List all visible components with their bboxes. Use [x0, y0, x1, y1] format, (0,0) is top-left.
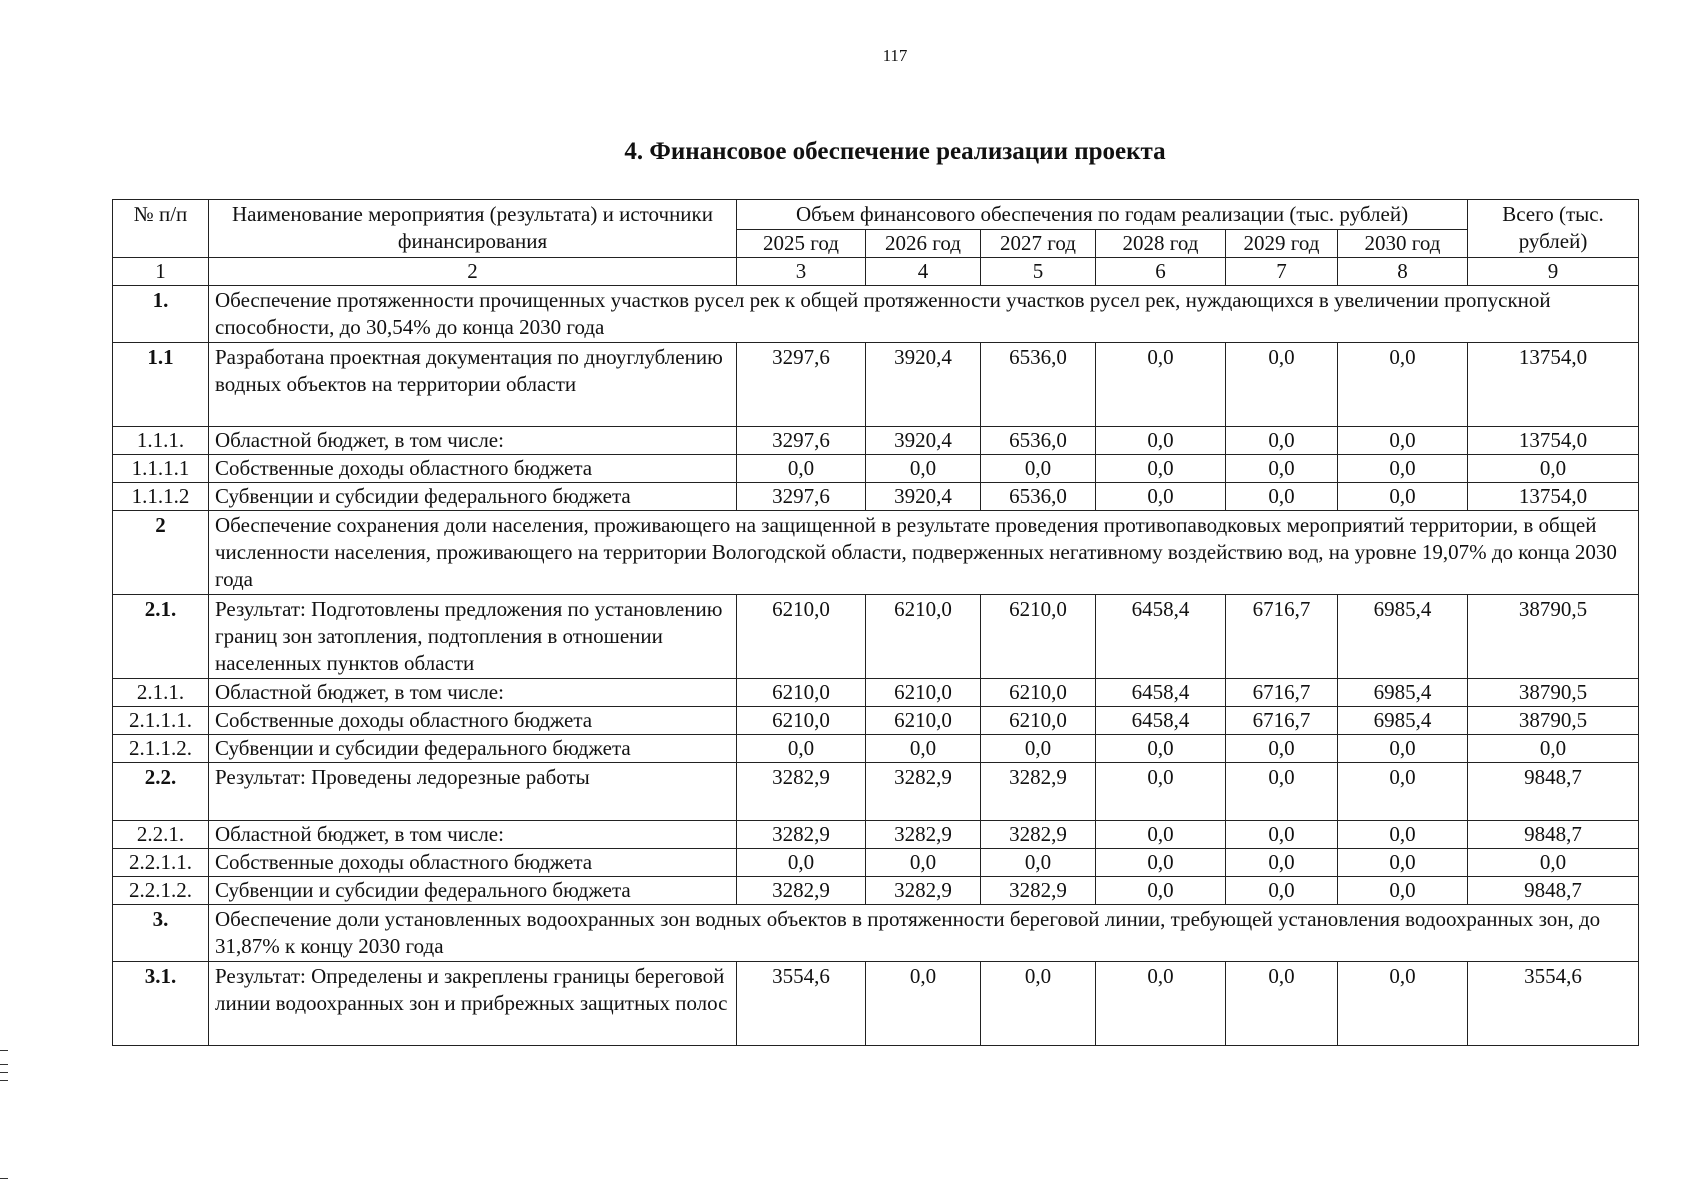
column-number: 2: [209, 258, 737, 286]
row-total: 9848,7: [1468, 763, 1639, 821]
row-value: 6458,4: [1096, 595, 1226, 679]
row-total: 9848,7: [1468, 821, 1639, 849]
row-value: 0,0: [1226, 763, 1338, 821]
row-value: 3554,6: [737, 962, 866, 1046]
row-value: 0,0: [1338, 735, 1468, 763]
row-value: 3282,9: [866, 763, 981, 821]
row-value: 6210,0: [981, 707, 1096, 735]
row-value: 6716,7: [1226, 679, 1338, 707]
column-number: 7: [1226, 258, 1338, 286]
row-name: Областной бюджет, в том числе:: [209, 427, 737, 455]
row-value: 6985,4: [1338, 595, 1468, 679]
row-value: 6210,0: [981, 679, 1096, 707]
table-row: [113, 707, 1639, 735]
row-value: 6985,4: [1338, 679, 1468, 707]
row-value: 6210,0: [866, 595, 981, 679]
row-name: Результат: Подготовлены предложения по установлению границ зон затопления, подтопления в отношении населенных пунктов области: [209, 595, 737, 679]
header-row: [113, 200, 1639, 230]
column-number: 1: [113, 258, 209, 286]
header-year: 2030 год: [1338, 230, 1468, 258]
row-num: 2.2.1.1.: [113, 849, 209, 877]
row-value: 6210,0: [737, 707, 866, 735]
row-value: 0,0: [866, 849, 981, 877]
header-num: № п/п: [113, 200, 209, 258]
row-value: 6536,0: [981, 343, 1096, 427]
section-row: [113, 511, 1639, 595]
header-total: Всего (тыс. рублей): [1468, 200, 1639, 258]
row-value: 3920,4: [866, 427, 981, 455]
row-value: 0,0: [1338, 763, 1468, 821]
row-value: 3297,6: [737, 427, 866, 455]
row-total: 0,0: [1468, 735, 1639, 763]
row-value: 0,0: [981, 455, 1096, 483]
row-value: 0,0: [1338, 343, 1468, 427]
row-value: 6458,4: [1096, 679, 1226, 707]
table-row: [113, 343, 1639, 427]
table-row: [113, 483, 1639, 511]
table-row: [113, 849, 1639, 877]
row-value: 6210,0: [981, 595, 1096, 679]
row-value: 0,0: [1096, 483, 1226, 511]
row-value: 0,0: [1338, 483, 1468, 511]
row-num: 1.1.1.2: [113, 483, 209, 511]
column-number: 6: [1096, 258, 1226, 286]
row-value: 0,0: [1096, 821, 1226, 849]
margin-mark: [0, 1080, 8, 1081]
row-value: 0,0: [981, 735, 1096, 763]
row-total: 13754,0: [1468, 427, 1639, 455]
row-value: 0,0: [1338, 962, 1468, 1046]
row-value: 0,0: [1096, 849, 1226, 877]
row-num: 2.2.1.2.: [113, 877, 209, 905]
row-value: 6536,0: [981, 483, 1096, 511]
row-total: 9848,7: [1468, 877, 1639, 905]
table-row: [113, 679, 1639, 707]
row-value: 3282,9: [866, 821, 981, 849]
row-value: 3282,9: [737, 877, 866, 905]
row-name: Результат: Определены и закреплены границы береговой линии водоохранных зон и прибрежных защитных полос: [209, 962, 737, 1046]
row-total: 0,0: [1468, 455, 1639, 483]
row-total: 38790,5: [1468, 679, 1639, 707]
row-value: 3282,9: [866, 877, 981, 905]
table-row: [113, 962, 1639, 1046]
row-value: 0,0: [1338, 427, 1468, 455]
row-value: 3282,9: [981, 877, 1096, 905]
table-row: [113, 735, 1639, 763]
row-name: Областной бюджет, в том числе:: [209, 821, 737, 849]
column-numbers-row: [113, 258, 1639, 286]
header-year: 2027 год: [981, 230, 1096, 258]
section-row: [113, 286, 1639, 343]
row-value: 3282,9: [981, 821, 1096, 849]
section-num: 2: [113, 511, 209, 595]
margin-mark: [0, 1178, 8, 1179]
row-value: 6210,0: [866, 707, 981, 735]
margin-mark: [0, 1064, 8, 1065]
row-value: 0,0: [1338, 821, 1468, 849]
row-value: 0,0: [1226, 343, 1338, 427]
row-value: 6536,0: [981, 427, 1096, 455]
section-text: Обеспечение протяженности прочищенных участков русел рек к общей протяженности участков русел рек, нуждающихся в увеличении пропускной способности, до 30,54% до конца 2030 года: [209, 286, 1639, 343]
row-value: 0,0: [981, 849, 1096, 877]
margin-mark: [0, 1072, 8, 1073]
column-number: 3: [737, 258, 866, 286]
row-num: 2.1.: [113, 595, 209, 679]
row-num: 1.1.1.: [113, 427, 209, 455]
row-num: 2.1.1.: [113, 679, 209, 707]
header-year: 2026 год: [866, 230, 981, 258]
row-name: Собственные доходы областного бюджета: [209, 707, 737, 735]
row-num: 2.2.1.: [113, 821, 209, 849]
row-value: 0,0: [1338, 849, 1468, 877]
row-value: 0,0: [1338, 455, 1468, 483]
document-title: 4. Финансовое обеспечение реализации проекта: [624, 138, 1166, 165]
row-name: Субвенции и субсидии федерального бюджета: [209, 735, 737, 763]
row-name: Собственные доходы областного бюджета: [209, 455, 737, 483]
row-num: 2.2.: [113, 763, 209, 821]
row-value: 6716,7: [1226, 595, 1338, 679]
header-volume: Объем финансового обеспечения по годам реализации (тыс. рублей): [737, 200, 1468, 230]
row-value: 0,0: [1226, 821, 1338, 849]
row-name: Областной бюджет, в том числе:: [209, 679, 737, 707]
row-num: 1.1: [113, 343, 209, 427]
financing-table: [112, 199, 1639, 1046]
row-value: 0,0: [1226, 483, 1338, 511]
row-value: 6716,7: [1226, 707, 1338, 735]
row-value: 0,0: [737, 455, 866, 483]
row-value: 3282,9: [737, 763, 866, 821]
row-value: 0,0: [1226, 962, 1338, 1046]
row-value: 3297,6: [737, 343, 866, 427]
row-num: 1.1.1.1: [113, 455, 209, 483]
section-text: Обеспечение сохранения доли населения, проживающего на защищенной в результате проведения противопаводковых мероприятий территории, в общей численности населения, проживающего на территории Вологодской области, подверженных негативному воздействию вод, на уровне 19,07% до конца 2030 года: [209, 511, 1639, 595]
table-row: [113, 595, 1639, 679]
row-total: 38790,5: [1468, 707, 1639, 735]
row-total: 13754,0: [1468, 483, 1639, 511]
row-value: 0,0: [1226, 877, 1338, 905]
row-name: Результат: Проведены ледорезные работы: [209, 763, 737, 821]
column-number: 8: [1338, 258, 1468, 286]
row-value: 0,0: [1096, 962, 1226, 1046]
header-year: 2029 год: [1226, 230, 1338, 258]
column-number: 9: [1468, 258, 1639, 286]
table-row: [113, 427, 1639, 455]
row-num: 3.1.: [113, 962, 209, 1046]
row-value: 0,0: [981, 962, 1096, 1046]
row-total: 3554,6: [1468, 962, 1639, 1046]
table-row: [113, 877, 1639, 905]
row-value: 0,0: [1226, 455, 1338, 483]
row-value: 6210,0: [737, 595, 866, 679]
row-value: 6458,4: [1096, 707, 1226, 735]
row-num: 2.1.1.1.: [113, 707, 209, 735]
row-value: 0,0: [1096, 427, 1226, 455]
row-name: Собственные доходы областного бюджета: [209, 849, 737, 877]
row-value: 0,0: [866, 962, 981, 1046]
row-num: 2.1.1.2.: [113, 735, 209, 763]
row-name: Разработана проектная документация по дноуглублению водных объектов на территории области: [209, 343, 737, 427]
row-value: 3297,6: [737, 483, 866, 511]
table-row: [113, 455, 1639, 483]
section-row: [113, 905, 1639, 962]
row-value: 0,0: [1226, 735, 1338, 763]
row-total: 38790,5: [1468, 595, 1639, 679]
row-value: 3282,9: [981, 763, 1096, 821]
section-num: 3.: [113, 905, 209, 962]
row-value: 3920,4: [866, 483, 981, 511]
row-value: 0,0: [1096, 343, 1226, 427]
row-value: 0,0: [866, 455, 981, 483]
row-value: 6210,0: [737, 679, 866, 707]
header-year: 2025 год: [737, 230, 866, 258]
header-year: 2028 год: [1096, 230, 1226, 258]
row-value: 3282,9: [737, 821, 866, 849]
section-text: Обеспечение доли установленных водоохранных зон водных объектов в протяженности береговой линии, требующей установления водоохранных зон, до 31,87% к концу 2030 года: [209, 905, 1639, 962]
table-row: [113, 763, 1639, 821]
table-row: [113, 821, 1639, 849]
row-value: 0,0: [737, 735, 866, 763]
row-value: 6210,0: [866, 679, 981, 707]
row-value: 0,0: [1226, 427, 1338, 455]
row-value: 0,0: [866, 735, 981, 763]
row-value: 3920,4: [866, 343, 981, 427]
row-value: 0,0: [1096, 763, 1226, 821]
margin-mark: [0, 1050, 8, 1051]
row-name: Субвенции и субсидии федерального бюджета: [209, 483, 737, 511]
row-total: 0,0: [1468, 849, 1639, 877]
section-num: 1.: [113, 286, 209, 343]
row-value: 0,0: [737, 849, 866, 877]
row-value: 6985,4: [1338, 707, 1468, 735]
column-number: 4: [866, 258, 981, 286]
row-value: 0,0: [1096, 877, 1226, 905]
row-value: 0,0: [1096, 735, 1226, 763]
row-total: 13754,0: [1468, 343, 1639, 427]
row-name: Субвенции и субсидии федерального бюджета: [209, 877, 737, 905]
row-value: 0,0: [1096, 455, 1226, 483]
row-value: 0,0: [1338, 877, 1468, 905]
page-number: 117: [882, 46, 908, 65]
row-value: 0,0: [1226, 849, 1338, 877]
header-name: Наименование мероприятия (результата) и источники финансирования: [209, 200, 737, 258]
column-number: 5: [981, 258, 1096, 286]
